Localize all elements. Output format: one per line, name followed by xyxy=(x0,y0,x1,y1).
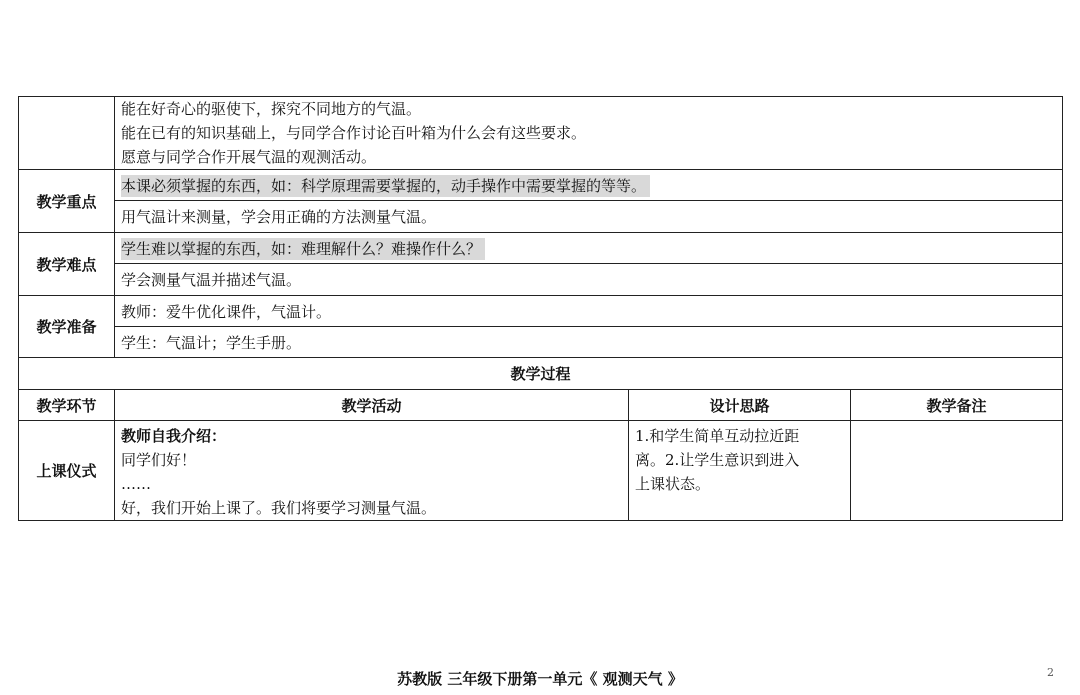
difficulties-hint: 学生难以掌握的东西，如：难理解什么？难操作什么？ xyxy=(121,238,485,260)
goal-line: 愿意与同学合作开展气温的观测活动。 xyxy=(121,148,377,166)
header-stage: 教学环节 xyxy=(19,390,115,421)
difficulties-content: 学会测量气温并描述气温。 xyxy=(115,264,1063,296)
header-activity: 教学活动 xyxy=(115,390,629,421)
goals-cell xyxy=(115,97,1063,170)
process-header-row xyxy=(19,390,1063,421)
lesson-plan-table xyxy=(18,96,1063,521)
preparation-student-row xyxy=(19,327,1063,358)
process-row xyxy=(19,421,1063,521)
goals-label-cell xyxy=(19,97,115,170)
goal-line: 能在好奇心的驱使下，探究不同地方的气温。 xyxy=(121,100,422,118)
key-points-label: 教学重点 xyxy=(19,170,115,233)
difficulties-row xyxy=(19,233,1063,264)
preparation-teacher: 教师：爱牛优化课件，气温计。 xyxy=(115,296,1063,327)
preparation-student: 学生：气温计；学生手册。 xyxy=(115,327,1063,358)
header-remarks: 教学备注 xyxy=(851,390,1063,421)
footer-title: 苏教版 三年级下册第一单元《 观测天气 》 xyxy=(397,670,683,688)
design-cell xyxy=(629,421,851,521)
key-points-hint: 本课必须掌握的东西，如：科学原理需要掌握的，动手操作中需要掌握的等等。 xyxy=(121,175,650,197)
activity-line: 同学们好！ xyxy=(121,451,197,469)
key-points-content-row xyxy=(19,201,1063,233)
difficulties-hint-cell xyxy=(115,233,1063,264)
preparation-label: 教学准备 xyxy=(19,296,115,358)
design-line: 上课状态。 xyxy=(635,475,711,493)
goal-line: 能在已有的知识基础上，与同学合作讨论百叶箱为什么会有这些要求。 xyxy=(121,124,587,142)
activity-cell xyxy=(115,421,629,521)
remarks-cell xyxy=(851,421,1063,521)
difficulties-content-row xyxy=(19,264,1063,296)
design-line: 1.和学生简单互动拉近距 xyxy=(635,427,800,445)
process-title: 教学过程 xyxy=(19,358,1063,390)
activity-title: 教师自我介绍： xyxy=(121,427,227,445)
goals-row xyxy=(19,97,1063,170)
key-points-content: 用气温计来测量，学会用正确的方法测量气温。 xyxy=(115,201,1063,233)
key-points-row xyxy=(19,170,1063,201)
page-number: 2 xyxy=(1047,666,1054,679)
header-design: 设计思路 xyxy=(629,390,851,421)
preparation-row xyxy=(19,296,1063,327)
difficulties-label: 教学难点 xyxy=(19,233,115,296)
key-points-hint-cell xyxy=(115,170,1063,201)
process-title-row xyxy=(19,358,1063,390)
design-line: 离。2.让学生意识到进入 xyxy=(635,451,800,469)
activity-line: 好，我们开始上课了。我们将要学习测量气温。 xyxy=(121,499,437,517)
stage-cell: 上课仪式 xyxy=(19,421,115,521)
activity-line: …… xyxy=(121,475,151,493)
